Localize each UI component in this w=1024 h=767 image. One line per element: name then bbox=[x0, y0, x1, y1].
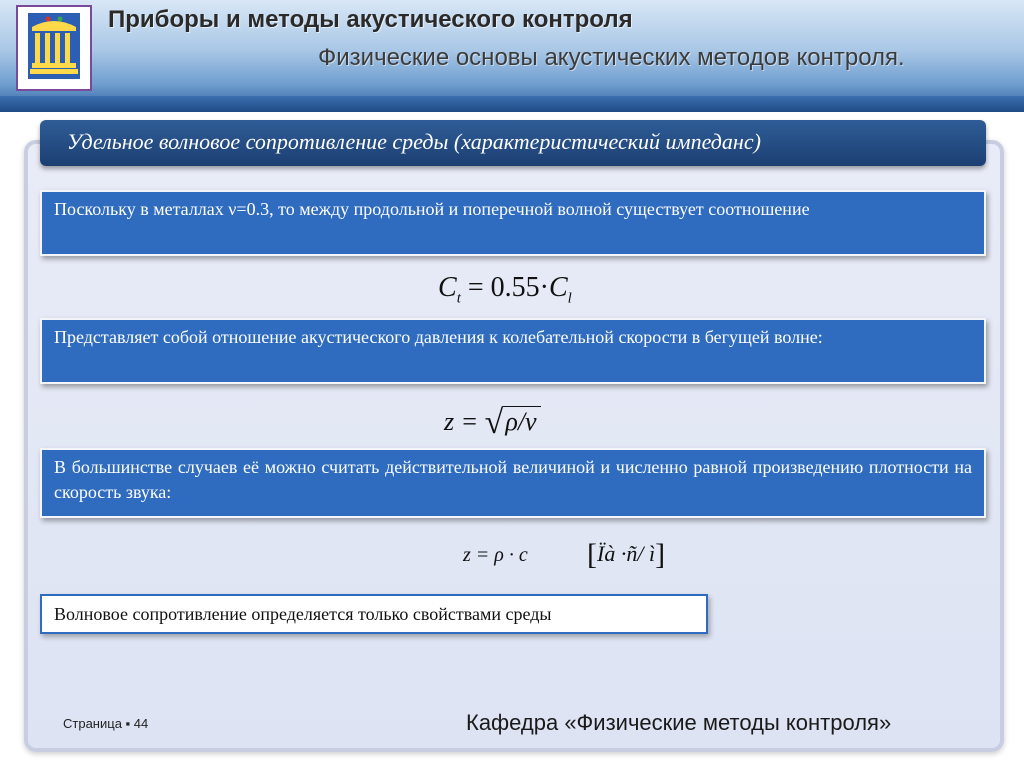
page-title: Приборы и методы акустического контроля bbox=[108, 6, 633, 33]
university-logo bbox=[16, 5, 92, 91]
formula-z-rho-c: z = ρ · c bbox=[463, 544, 528, 566]
formula1-lhs: C bbox=[438, 272, 457, 303]
formula1-lhs-sub: t bbox=[456, 290, 461, 307]
text-block-poisson: Поскольку в металлах ν=0.3, то между продольной и поперечной волной существует соотношение bbox=[40, 190, 986, 256]
header-stripe bbox=[0, 96, 1024, 112]
header-band bbox=[0, 0, 1024, 112]
formula2-radicand: ρ/ν bbox=[503, 406, 540, 436]
text-block-real-value: В большинстве случаев её можно считать действительной величиной и численно равной произведению плотности на скорость звука: bbox=[40, 448, 986, 518]
formula-z-sqrt bbox=[444, 404, 541, 442]
sqrt-symbol: √ρ/ν bbox=[485, 404, 541, 442]
page-number: Страница ▪ 44 bbox=[63, 716, 149, 731]
formula-unit: [Ïà ·ñ/ ì] bbox=[587, 538, 666, 571]
formula-ct-cl bbox=[438, 272, 572, 308]
text-block-conclusion: Волновое сопротивление определяется только свойствами среды bbox=[40, 594, 708, 634]
text-block-definition: Представляет собой отношение акустического давления к колебательной скорости в бегущей волне: bbox=[40, 318, 986, 384]
section-heading: Удельное волновое сопротивление среды (характеристический импеданс) bbox=[40, 120, 986, 166]
page-subtitle: Физические основы акустических методов контроля. bbox=[318, 44, 905, 71]
formula1-eq: = 0.55· bbox=[460, 272, 549, 303]
formula2-lhs: z = bbox=[444, 407, 485, 436]
formula1-rhs-sub: l bbox=[567, 290, 572, 307]
unit-text: Ïà ·ñ/ ì bbox=[597, 541, 656, 566]
department-name: Кафедра «Физические методы контроля» bbox=[466, 710, 892, 735]
building-columns-emblem-icon bbox=[18, 7, 90, 89]
formula1-rhs: C bbox=[548, 272, 568, 303]
